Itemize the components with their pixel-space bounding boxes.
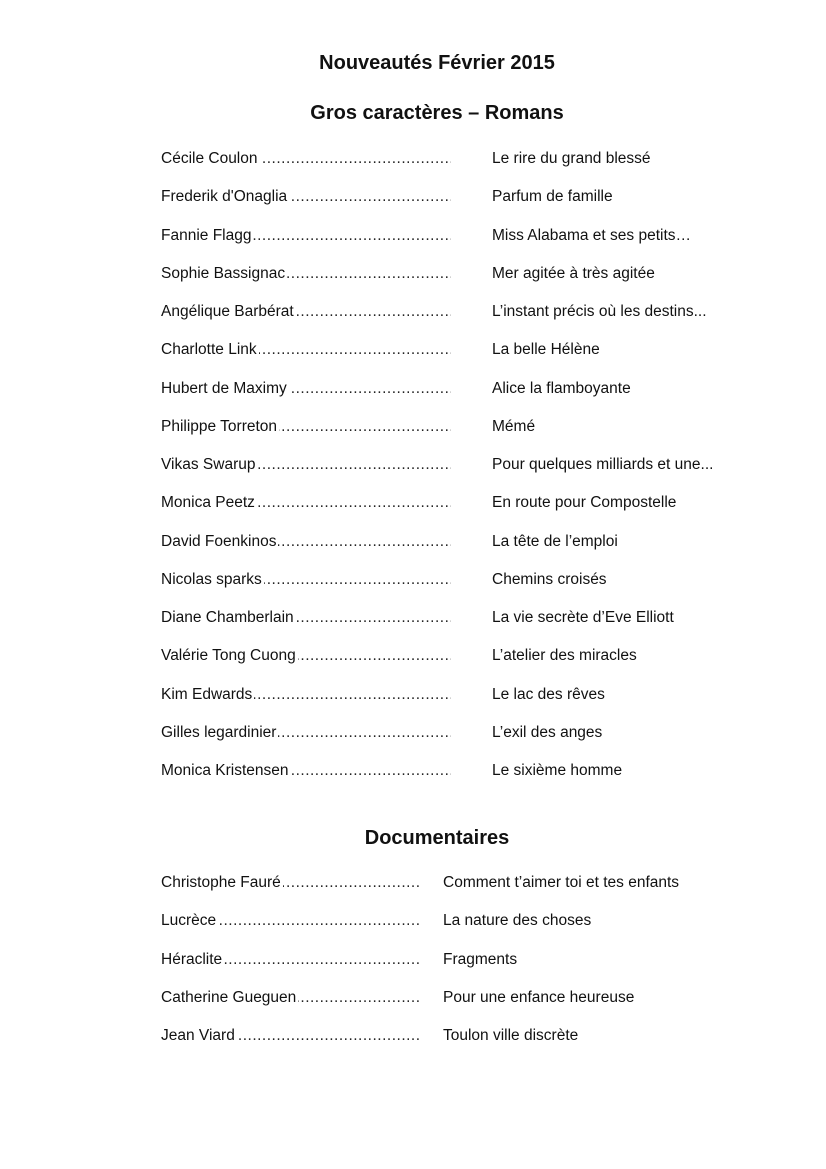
list-item <box>0 722 826 744</box>
list-item <box>0 1025 826 1047</box>
book-title: L’exil des anges <box>492 724 603 741</box>
list-item <box>0 987 826 1009</box>
author-name: Diane Chamberlain <box>161 607 296 629</box>
book-title: Toulon ville discrète <box>443 1027 579 1044</box>
list-item <box>0 454 826 476</box>
list-item <box>0 378 826 400</box>
book-title: Mer agitée à très agitée <box>492 265 655 282</box>
book-title: L’atelier des miracles <box>492 647 637 664</box>
list-item <box>0 301 826 323</box>
book-title: Le rire du grand blessé <box>492 150 651 167</box>
book-title: Le sixième homme <box>492 762 623 779</box>
book-title: Fragments <box>443 951 518 968</box>
author-name: Angélique Barbérat <box>161 301 296 323</box>
author-name: Cécile Coulon <box>161 148 260 170</box>
list-item <box>0 569 826 591</box>
list-item <box>0 531 826 553</box>
author-name: Vikas Swarup <box>161 454 257 476</box>
author-name: Monica Peetz <box>161 492 257 514</box>
list-item <box>0 872 826 894</box>
author-name: David Foenkinos <box>161 531 278 553</box>
author-name: Kim Edwards <box>161 684 254 706</box>
book-title: Alice la flamboyante <box>492 380 631 397</box>
list-item <box>0 910 826 932</box>
list-item <box>0 186 826 208</box>
list-item <box>0 949 826 971</box>
author-name: Christophe Fauré <box>161 872 283 894</box>
list-item <box>0 760 826 782</box>
list-item <box>0 263 826 285</box>
author-name: Jean Viard <box>161 1025 237 1047</box>
book-title: La belle Hélène <box>492 341 600 358</box>
author-name: Philippe Torreton <box>161 416 279 438</box>
book-title: Parfum de famille <box>492 188 613 205</box>
list-item <box>0 416 826 438</box>
author-name: Monica Kristensen <box>161 760 291 782</box>
author-name: Gilles legardinier <box>161 722 278 744</box>
list-item <box>0 492 826 514</box>
author-name: Héraclite <box>161 949 224 971</box>
book-title: La tête de l’emploi <box>492 533 618 550</box>
author-name: Nicolas sparks <box>161 569 264 591</box>
book-title: L’instant précis où les destins... <box>492 303 707 320</box>
book-title: Le lac des rêves <box>492 686 605 703</box>
list-item <box>0 645 826 667</box>
list-item <box>0 684 826 706</box>
list-item <box>0 607 826 629</box>
author-name: Valérie Tong Cuong <box>161 645 298 667</box>
book-title: Pour quelques milliards et une... <box>492 456 714 473</box>
book-title: Pour une enfance heureuse <box>443 989 635 1006</box>
author-name: Lucrèce <box>161 910 218 932</box>
book-title: Mémé <box>492 418 536 435</box>
book-title: Comment t’aimer toi et tes enfants <box>443 874 680 891</box>
author-name: Frederik d'Onaglia <box>161 186 289 208</box>
book-title: Chemins croisés <box>492 571 607 588</box>
book-title: En route pour Compostelle <box>492 494 677 511</box>
section-romans-title: Gros caractères – Romans <box>310 102 564 124</box>
book-title: Miss Alabama et ses petits… <box>492 227 691 244</box>
author-name: Hubert de Maximy <box>161 378 289 400</box>
book-title: La vie secrète d’Eve Elliott <box>492 609 674 626</box>
author-name: Fannie Flagg <box>161 225 253 247</box>
list-item <box>0 339 826 361</box>
main-title: Nouveautés Février 2015 <box>319 52 555 74</box>
author-name: Catherine Gueguen <box>161 987 298 1009</box>
author-name: Charlotte Link <box>161 339 259 361</box>
section-documentaires-title: Documentaires <box>364 827 510 849</box>
book-title: La nature des choses <box>443 912 592 929</box>
list-item <box>0 225 826 247</box>
list-item <box>0 148 826 170</box>
author-name: Sophie Bassignac <box>161 263 287 285</box>
